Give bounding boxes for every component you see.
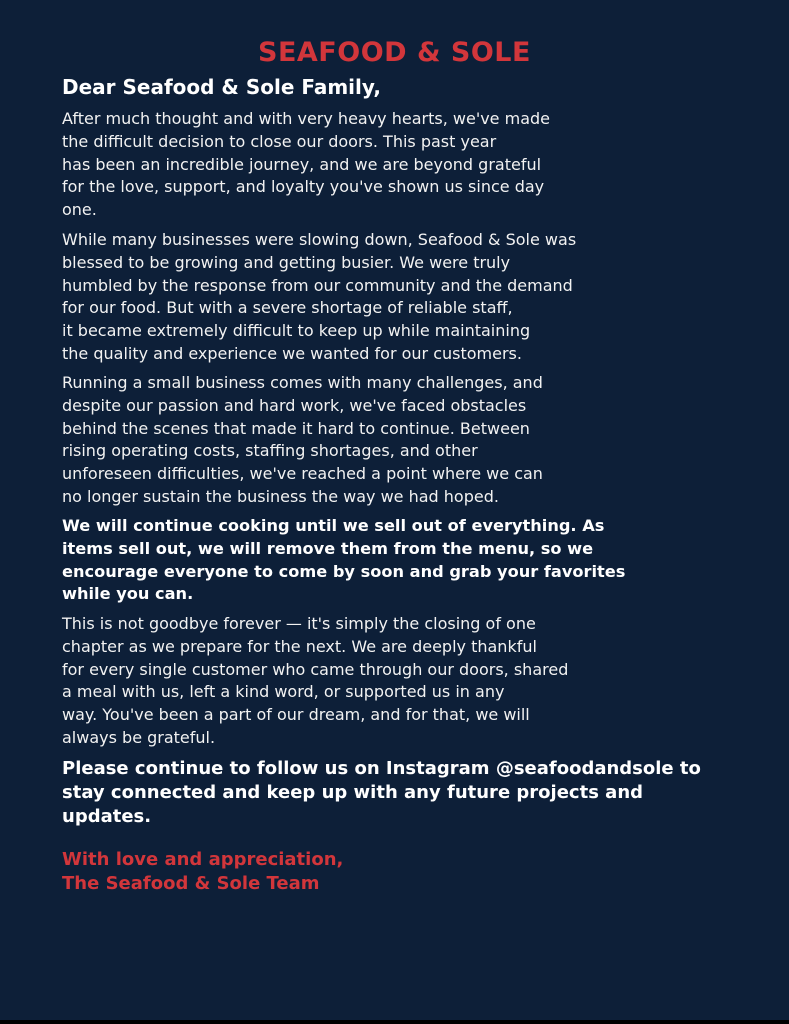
signoff-line: With love and appreciation, <box>62 849 344 870</box>
paragraph-sell-out-notice <box>62 515 625 606</box>
text-line: rising operating costs, staffing shortages, and other <box>62 441 478 461</box>
text-line: After much thought and with very heavy hearts, we've made <box>62 109 550 128</box>
text-line: for our food. But with a severe shortage of reliable staff, <box>62 298 513 318</box>
text-line: way. You've been a part of our dream, and for that, we will <box>62 705 530 725</box>
text-line: encourage everyone to come by soon and grab your favorites <box>62 561 626 581</box>
text-line: while you can. <box>62 584 194 604</box>
text-line: unforeseen difficulties, we've reached a point where we can <box>62 464 543 484</box>
signoff <box>62 848 343 896</box>
text-line: a meal with us, left a kind word, or supported us in any <box>62 682 505 702</box>
text-line: behind the scenes that made it hard to continue. Between <box>62 418 530 438</box>
paragraph-closing-announcement <box>62 108 550 222</box>
text-line: no longer sustain the business the way we had hoped. <box>62 486 499 506</box>
text-line: chapter as we prepare for the next. We are deeply thankful <box>62 636 537 656</box>
text-line: one. <box>62 200 97 220</box>
text-line: always be grateful. <box>62 727 216 747</box>
text-line: it became extremely difficult to keep up while maintaining <box>62 321 531 341</box>
text-line: humbled by the response from our community and the demand <box>62 275 573 295</box>
paragraph-challenges <box>62 372 543 509</box>
paragraph-instagram <box>62 757 701 829</box>
text-line: updates. <box>62 806 152 827</box>
text-line: Please continue to follow us on Instagram @seafoodandsole to <box>62 758 701 779</box>
paragraph-thank-you <box>62 613 568 750</box>
paragraph-growth-and-staffing <box>62 229 576 366</box>
text-line: items sell out, we will remove them from the menu, so we <box>62 538 594 558</box>
text-line: has been an incredible journey, and we are beyond grateful <box>62 154 542 174</box>
bottom-divider <box>0 1020 789 1024</box>
brand-title: SEAFOOD & SOLE <box>258 37 531 68</box>
text-line: We will continue cooking until we sell out of everything. As <box>62 516 605 535</box>
text-line: blessed to be growing and getting busier. We were truly <box>62 252 511 272</box>
signoff-signature: The Seafood & Sole Team <box>62 873 320 894</box>
text-line: for every single customer who came through our doors, shared <box>62 659 569 679</box>
salutation-heading: Dear Seafood & Sole Family, <box>62 75 381 99</box>
text-line: for the love, support, and loyalty you've shown us since day <box>62 177 545 197</box>
text-line: the quality and experience we wanted for our customers. <box>62 343 522 363</box>
text-line: This is not goodbye forever — it's simply the closing of one <box>62 614 536 633</box>
text-line: despite our passion and hard work, we've faced obstacles <box>62 395 527 415</box>
text-line: the difficult decision to close our doors. This past year <box>62 131 497 151</box>
text-line: Running a small business comes with many challenges, and <box>62 373 543 392</box>
text-line: stay connected and keep up with any future projects and <box>62 782 644 803</box>
text-line: While many businesses were slowing down, Seafood & Sole was <box>62 230 577 249</box>
